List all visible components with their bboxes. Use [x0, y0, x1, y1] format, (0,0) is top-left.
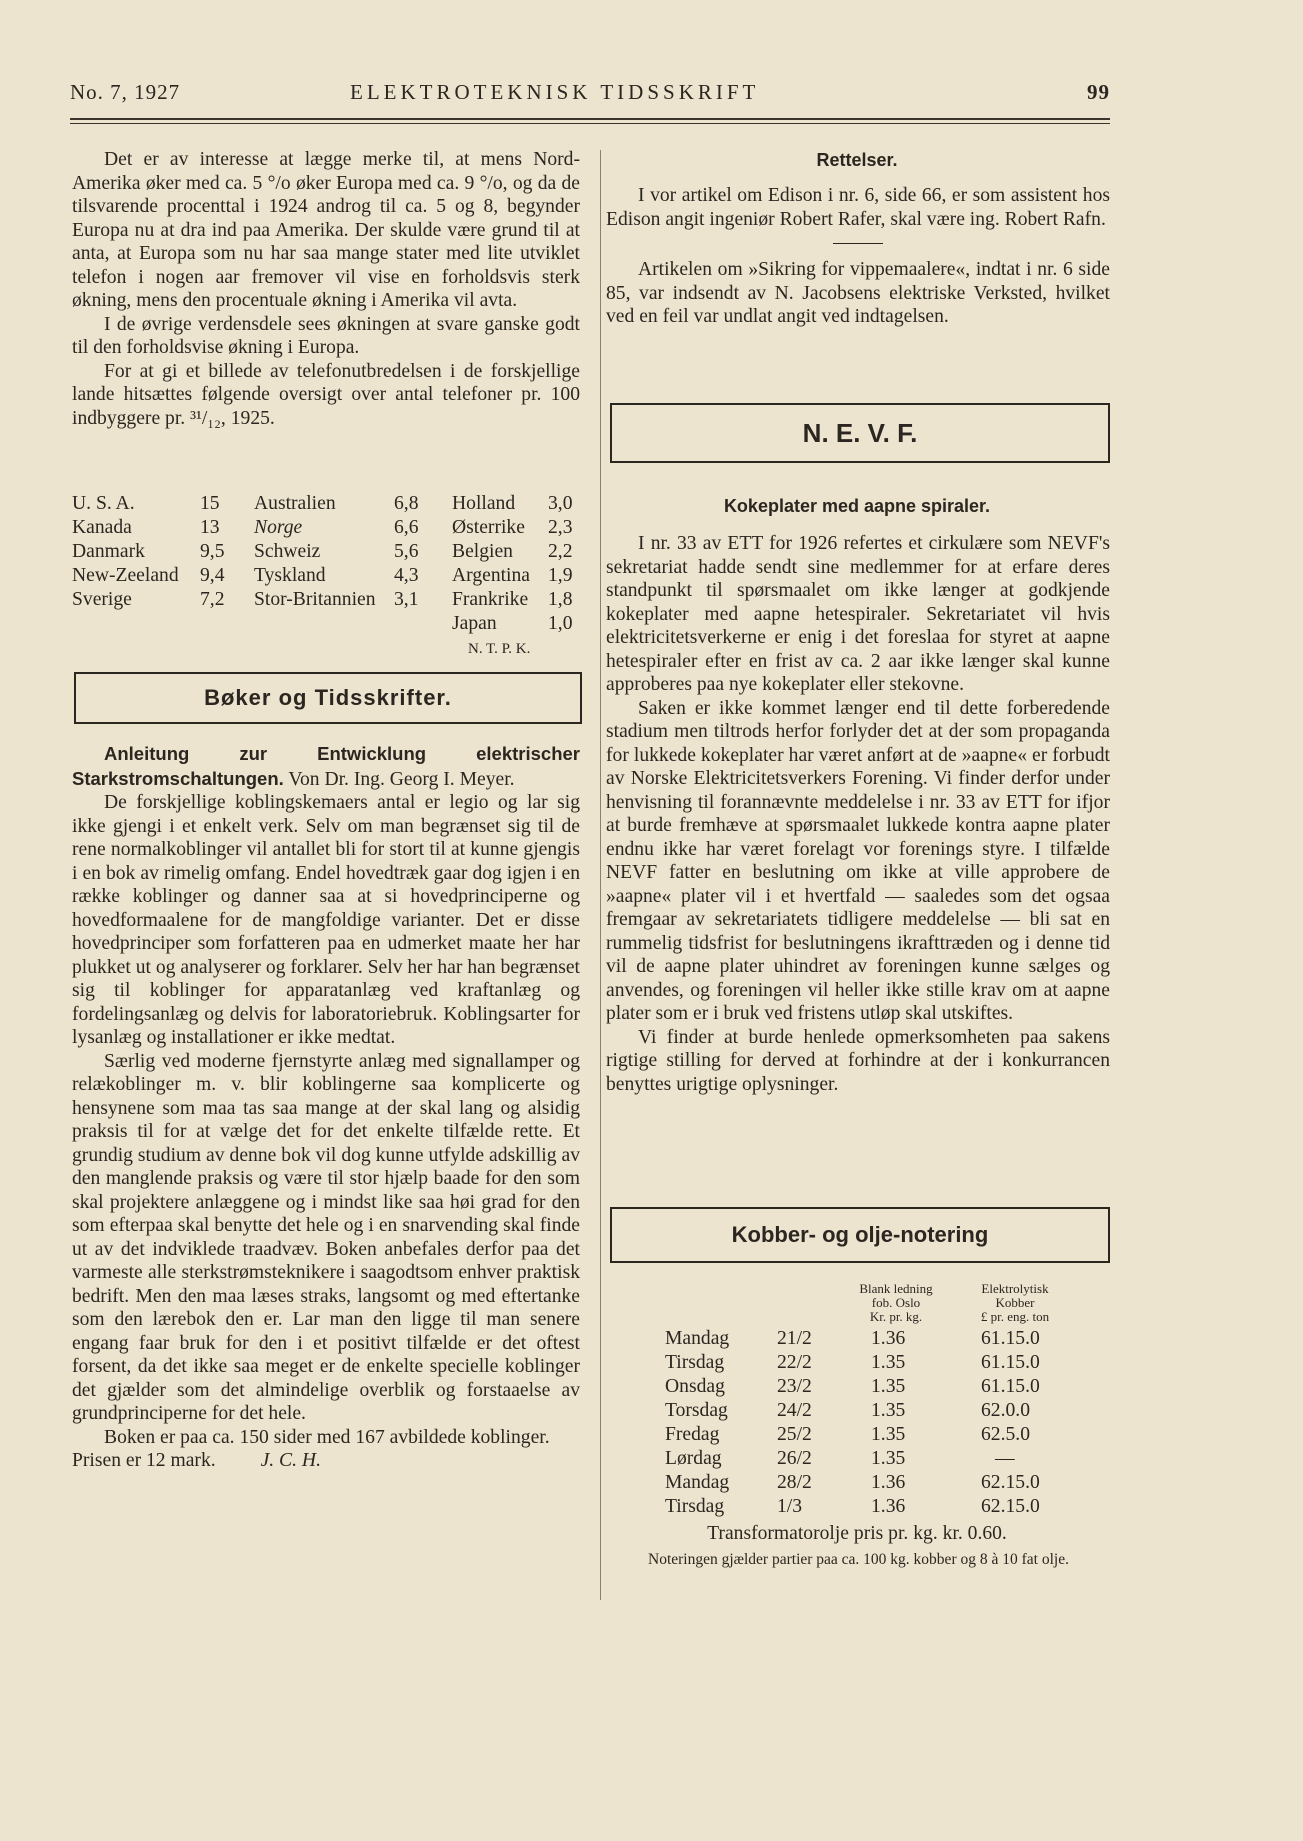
table-row	[665, 1328, 1125, 1353]
price-blank: 1.36	[871, 1472, 906, 1493]
table-value: 1,8	[548, 589, 573, 610]
table-country: Frankrike	[452, 589, 529, 610]
book-review	[72, 742, 580, 1473]
intro-paragraph: For at gi et billede av telefonutbredelsen i de forskjellige lande hitsættes følgende oversigt over antal telefoner pr. 100 indbyggere pr. ³¹/₁₂, 1925.	[72, 360, 580, 429]
table-country: Danmark	[72, 541, 145, 562]
table-value: 6,6	[394, 517, 419, 538]
kobber-header	[610, 1207, 1110, 1263]
table-country: Belgien	[452, 541, 513, 562]
intro-paragraph: I de øvrige verdensdele sees økningen at svare ganske godt til den forholdsvise økning i Europa.	[72, 313, 580, 358]
price-date: 1/3	[777, 1496, 803, 1517]
header-line: Kr. pr. kg.	[869, 1309, 923, 1324]
review-paragraph: De forskjellige koblingskemaers antal er legio og lar sig ikke gjengi i et enkelt verk. Selv om man begrænset sig til de rene normalkoblinger vil antallet bli for stort til at kunne gjengis i en bok av rimelig omfang. Endel hovedtræk gaar dog igjen i en række koblinger og danner saa at si hovedprinciperne og hovedformaalene for de mangfoldige varianter. Det er disse hovedprinciper som forfatteren paa en udmerket maate her har plukket ut og analyserer og forklarer. Selv her har han begrænset sig til koblinger for apparatanlæg ved kraftanlæg og fordelingsanlæg og delvis for laboratoriebruk. Koblingsarter for lysanlæg og installationer er ikke medtat.	[72, 792, 580, 1048]
oil-price-line: Transformatorolje pris pr. kg. kr. 0.60.	[707, 1523, 1007, 1544]
table-country: Tyskland	[254, 565, 326, 586]
kokeplater-text	[606, 532, 1110, 1096]
table-value: 15	[200, 493, 220, 514]
kokeplater-paragraph: Vi finder at burde henlede opmerksomheten paa sakens rigtige stilling for derved at forhindre at der i konkurrancen benyttes urigtige oplysninger.	[606, 1026, 1110, 1095]
price-date: 21/2	[777, 1328, 812, 1349]
header-rule-thin	[70, 123, 1110, 124]
table-country: Japan	[452, 613, 497, 634]
price-day: Fredag	[665, 1424, 720, 1445]
price-day: Tirsdag	[665, 1496, 725, 1517]
table-country: Sverige	[72, 589, 132, 610]
price-date: 23/2	[777, 1376, 812, 1397]
table-country: Argentina	[452, 565, 530, 586]
column-divider	[600, 150, 601, 1600]
kokeplater-paragraph: Saken er ikke kommet længer end til dette forberedende stadium men tiltrods herfor forlyder det at der som propaganda for lukkede kokeplater har været anført at de »aapne« er forbudt av Norske Elektricitetsverkers Forening. Vi finder derfor under henvisning til forannævnte meddelelse i nr. 33 av ETT for ifjor at burde fremhæve at spørsmaalet lukkede kontra aapne plater endnu ikke har været forelagt vor forenings styre. I tilfælde NEVF fatter en beslutning om ikke at ville approbere de »aapne« plater vil i et hvertfald — saaledes som det ogsaa fremgaar av sekretariatets tidligere meddelelse — bli sat en rummelig tidsfrist for beslutningens ikrafttræden og i denne tid vil de aapne plater uhindret av foreningen kunne sælges og anvendes, og foreningen vil heller ikke stille krav om at aapne plater som er i bruk ved fristens utløp skal utskiftes.	[606, 697, 1110, 1024]
phone-table	[72, 492, 582, 662]
table-value: 5,6	[394, 541, 419, 562]
review-signature: J. C. H.	[260, 1450, 321, 1471]
table-value: 3,1	[394, 589, 419, 610]
intro-paragraph: Det er av interesse at lægge merke til, at mens Nord-Amerika øker med ca. 5 °/o øker Europa med ca. 9 °/o, og da de tilsvarende procenttal i 1924 androg til ca. 5 og 8, begynder Europa nu at dra ind paa Amerika. Der skulde være grund til at anta, at Europa som nu har saa mange stater med lite utviklet telefon i nogen aar fremover vil vise en forholdsvis sterk økning, mens den procentuale økning i Amerika vil avta.	[72, 149, 580, 311]
price-day: Mandag	[665, 1472, 730, 1493]
table-value: 2,2	[548, 541, 573, 562]
kokeplater-title: Kokeplater med aapne spiraler.	[723, 496, 991, 516]
review-closing: Boken er paa ca. 150 sider med 167 avbildede koblinger. Prisen er 12 mark.	[72, 1426, 550, 1471]
table-value: 2,3	[548, 517, 573, 538]
nevf-header	[610, 403, 1110, 463]
review-paragraph: Særlig ved moderne fjernstyrte anlæg med signallamper og relækoblinger m. v. blir koblingerne saa komplicerte og hensynene som maa tas saa mange at der skal lang og alsidig praksis til for at vælge det for det enkelte tilfælde rette. Et grundig studium av denne bok vil dog kunne utfylde adskillig av den manglende praksis og være til stor hjælp baade for den som skal projektere anlæggene og i mindst like saa høi grad for den som efterpaa skal benytte det hele og i en snarvending skal finde ut av det indviklede traadvæv. Boken anbefales derfor paa det varmeste alle sterkstrømsteknikere i saagodtsom enhver praktisk bedrift. Men den maa læses straks, langsomt og med eftertanke som den lærebok den er. Lar man den ligge til man senere engang faar bruk for den i et positivt tilfælde er det oftest forsent, da det ikke saa meget er de enkelte specielle koblinger det gjælder som det almindelige overblik og forstaaelse av grundprinciperne for det hele.	[72, 1050, 580, 1424]
price-elektro: —	[995, 1448, 1015, 1469]
table-row	[665, 1472, 1125, 1497]
header-line: Blank ledning	[859, 1281, 933, 1296]
price-day: Onsdag	[665, 1376, 725, 1397]
table-value: 3,0	[548, 493, 573, 514]
table-value: 1,0	[548, 613, 573, 634]
price-elektro: 61.15.0	[981, 1328, 1040, 1349]
price-elektro: 62.0.0	[981, 1400, 1030, 1421]
price-date: 24/2	[777, 1400, 812, 1421]
rettelser-title: Rettelser.	[816, 150, 898, 170]
book-author: Von Dr. Ing. Georg I. Meyer.	[288, 768, 515, 790]
books-section-header	[74, 672, 582, 724]
table-country: Østerrike	[452, 517, 525, 538]
table-row	[665, 1424, 1125, 1449]
table-row	[665, 1352, 1125, 1377]
table-value: 13	[200, 517, 220, 538]
table-value: 9,5	[200, 541, 225, 562]
table-country: Schweiz	[254, 541, 321, 562]
table-signature: N. T. P. K.	[468, 641, 531, 657]
table-value: 9,4	[200, 565, 225, 586]
table-row	[665, 1496, 1125, 1521]
price-elektro: 61.15.0	[981, 1352, 1040, 1373]
table-country: Norge	[254, 517, 303, 538]
table-country: Stor-Britannien	[254, 589, 376, 610]
table-country: Holland	[452, 493, 516, 514]
price-elektro: 62.5.0	[981, 1424, 1030, 1445]
price-day: Torsdag	[665, 1400, 728, 1421]
price-note: Noteringen gjælder partier paa ca. 100 kg. kobber og 8 à 10 fat olje.	[648, 1551, 1069, 1568]
header-line: Elektrolytisk	[981, 1281, 1049, 1296]
price-blank: 1.36	[871, 1496, 906, 1517]
price-blank: 1.35	[871, 1376, 906, 1397]
books-section-title: Bøker og Tidsskrifter.	[204, 685, 452, 710]
price-table	[665, 1328, 1125, 1538]
price-blank: 1.35	[871, 1352, 906, 1373]
header-journal-title: ELEKTROTEKNISK TIDSSKRIFT	[350, 80, 760, 104]
rettelser-divider	[833, 243, 883, 244]
kobber-title: Kobber- og olje-notering	[731, 1222, 989, 1247]
table-value: 1,9	[548, 565, 573, 586]
kokeplater-paragraph: I nr. 33 av ETT for 1926 refertes et cirkulære som NEVF's sekretariat hadde sendt sine medlemmer for at erfare deres standpunkt til spørsmaalet om ikke længer at godkjende kokeplater med aapne hetespiraler. Sekretariatet vil hvis elektricitetsverkerne er enig i det foreslaa for styret at aapne hetespiraler efter en frist av ca. 2 aar ikke længer skal kunne approberes paa nye kokeplater eller stekovne.	[606, 533, 1110, 695]
elektro-column-header	[955, 1282, 1075, 1324]
intro-text	[72, 148, 580, 430]
price-elektro: 62.15.0	[981, 1472, 1040, 1493]
price-blank: 1.35	[871, 1424, 906, 1445]
price-date: 28/2	[777, 1472, 812, 1493]
book-title: Anleitung zur Entwicklung elektrischer Starkstromschaltungen.	[72, 743, 580, 789]
table-country: Australien	[254, 493, 336, 514]
rettelser-paragraph: Artikelen om »Sikring for vippemaalere«, indtat i nr. 6 side 85, var indsendt av N. Jacobsens elektriske Verksted, hvilket ved en feil var undlat angit ved indtagelsen.	[606, 259, 1110, 327]
table-value: 4,3	[394, 565, 419, 586]
header-page-number: 99	[1087, 80, 1110, 104]
price-elektro: 61.15.0	[981, 1376, 1040, 1397]
price-day: Lørdag	[665, 1448, 722, 1469]
price-day: Tirsdag	[665, 1352, 725, 1373]
table-value: 7,2	[200, 589, 225, 610]
table-country: Kanada	[72, 517, 132, 538]
price-date: 25/2	[777, 1424, 812, 1445]
rettelser-paragraph: I vor artikel om Edison i nr. 6, side 66, er som assistent hos Edison angit ingeniør Robert Rafer, skal være ing. Robert Rafn.	[606, 185, 1110, 230]
table-row	[665, 1400, 1125, 1425]
rettelser-text	[606, 184, 1110, 329]
table-row	[665, 1448, 1125, 1473]
price-elektro: 62.15.0	[981, 1496, 1040, 1517]
blank-column-header	[836, 1282, 956, 1324]
price-date: 26/2	[777, 1448, 812, 1469]
header-line: Kobber	[995, 1295, 1035, 1310]
table-country: U. S. A.	[72, 493, 135, 514]
price-day: Mandag	[665, 1328, 730, 1349]
nevf-title: N. E. V. F.	[802, 417, 918, 448]
header-rule	[70, 118, 1110, 120]
header-issue: No. 7, 1927	[70, 80, 181, 104]
price-blank: 1.36	[871, 1328, 906, 1349]
header-line: £ pr. eng. ton	[980, 1309, 1050, 1324]
table-value: 6,8	[394, 493, 419, 514]
table-country: New-Zeeland	[72, 565, 179, 586]
table-row	[665, 1376, 1125, 1401]
header-line: fob. Oslo	[871, 1295, 921, 1310]
price-date: 22/2	[777, 1352, 812, 1373]
price-blank: 1.35	[871, 1400, 906, 1421]
price-blank: 1.35	[871, 1448, 906, 1469]
